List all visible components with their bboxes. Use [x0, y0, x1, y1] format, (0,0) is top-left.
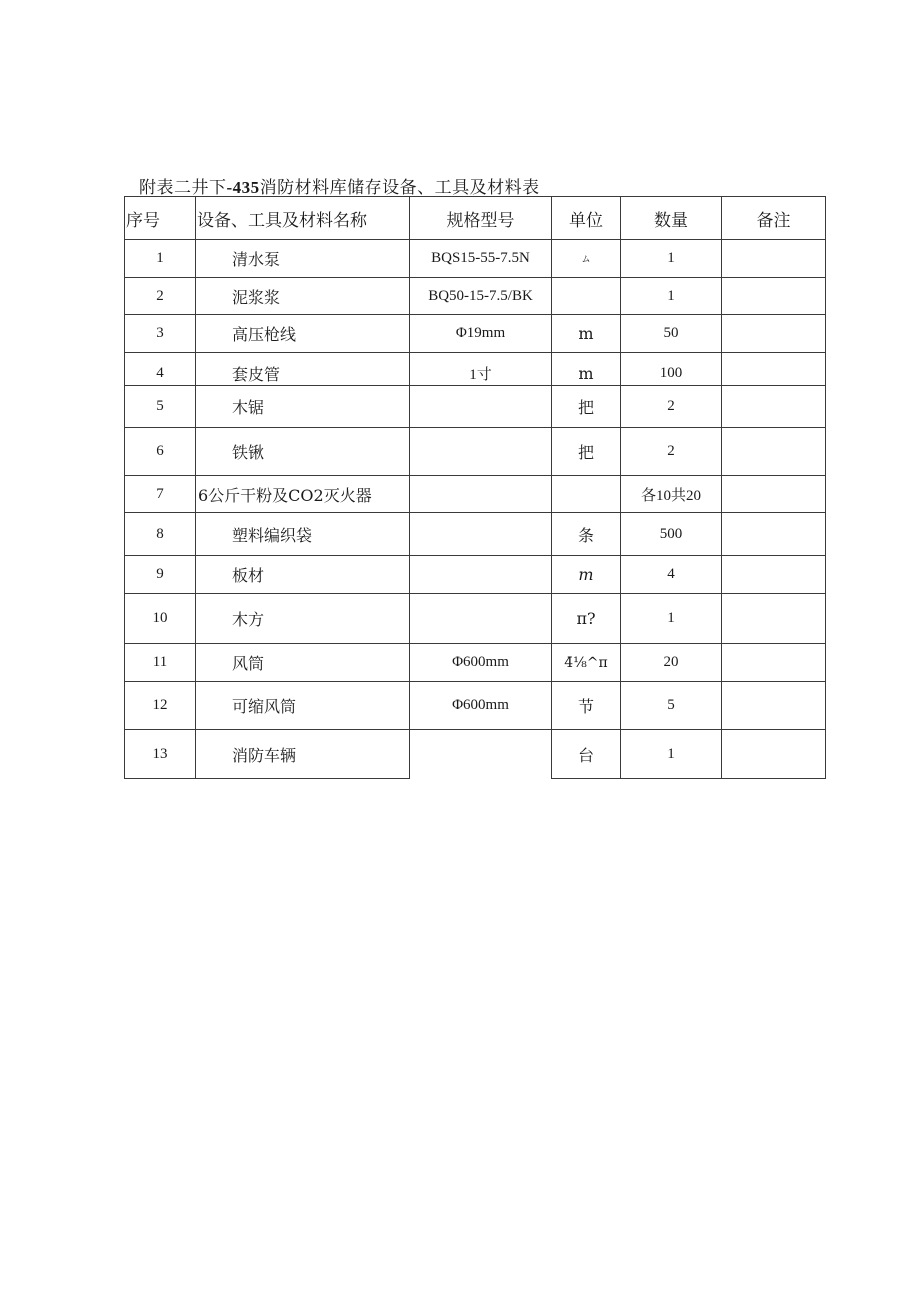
- cell-name: 消防车辆: [196, 730, 410, 779]
- title-number: -435: [226, 178, 260, 197]
- title-suffix: 消防材料库储存设备、工具及材料表: [259, 178, 540, 198]
- table-row: [125, 278, 826, 315]
- cell-name: 高压枪线: [196, 315, 410, 353]
- table-row: [125, 644, 826, 682]
- cell-name: 板材: [196, 556, 410, 594]
- cell-note: [722, 278, 826, 315]
- cell-spec: [410, 476, 552, 513]
- cell-spec: [410, 513, 552, 556]
- cell-seq: 6: [125, 428, 196, 476]
- cell-note: [722, 315, 826, 353]
- cell-unit: π?: [552, 594, 621, 644]
- table-row: [125, 353, 826, 386]
- table-row: [125, 513, 826, 556]
- table-row: [125, 315, 826, 353]
- cell-spec: Φ600mm: [410, 644, 552, 682]
- document-title: [139, 173, 540, 198]
- cell-qty: 20: [621, 644, 722, 682]
- cell-note: [722, 386, 826, 428]
- cell-name: 泥浆浆: [196, 278, 410, 315]
- cell-unit: 4̄⅛^π: [552, 644, 621, 682]
- cell-name: 铁锹: [196, 428, 410, 476]
- cell-qty: 5: [621, 682, 722, 730]
- header-note: 备注: [722, 197, 826, 240]
- cell-note: [722, 476, 826, 513]
- cell-qty: 1: [621, 594, 722, 644]
- cell-unit: 把: [552, 428, 621, 476]
- inventory-table: [124, 196, 826, 779]
- cell-name: 塑料编织袋: [196, 513, 410, 556]
- cell-unit: m: [552, 556, 621, 594]
- cell-seq: 4: [125, 353, 196, 386]
- cell-note: [722, 513, 826, 556]
- cell-name: 可缩风筒: [196, 682, 410, 730]
- table-row: [125, 476, 826, 513]
- cell-note: [722, 353, 826, 386]
- cell-spec: [410, 556, 552, 594]
- cell-unit: 把: [552, 386, 621, 428]
- cell-qty: 2: [621, 386, 722, 428]
- cell-qty: 4: [621, 556, 722, 594]
- cell-seq: 7: [125, 476, 196, 513]
- cell-seq: 3: [125, 315, 196, 353]
- cell-spec: BQS15-55-7.5N: [410, 240, 552, 278]
- cell-seq: 8: [125, 513, 196, 556]
- table-row: [125, 556, 826, 594]
- cell-seq: 9: [125, 556, 196, 594]
- table-row: [125, 730, 826, 779]
- cell-note: [722, 730, 826, 779]
- table-header-row: [125, 197, 826, 240]
- cell-name: 套皮管: [196, 353, 410, 386]
- cell-spec: [410, 386, 552, 428]
- cell-spec: [410, 428, 552, 476]
- cell-spec: [410, 730, 552, 779]
- header-seq: 序号: [125, 197, 196, 240]
- header-qty: 数量: [621, 197, 722, 240]
- table-row: [125, 682, 826, 730]
- cell-note: [722, 240, 826, 278]
- title-prefix: 附表二井下: [139, 178, 227, 198]
- table-row: [125, 386, 826, 428]
- cell-note: [722, 556, 826, 594]
- cell-qty: 2: [621, 428, 722, 476]
- table-row: [125, 240, 826, 278]
- cell-name: 木锯: [196, 386, 410, 428]
- header-unit: 单位: [552, 197, 621, 240]
- cell-unit: [552, 476, 621, 513]
- cell-unit: 条: [552, 513, 621, 556]
- header-name: 设备、工具及材料名称: [196, 197, 410, 240]
- cell-seq: 11: [125, 644, 196, 682]
- cell-qty: 1: [621, 278, 722, 315]
- cell-unit: m: [552, 315, 621, 353]
- cell-qty: 各10共20: [621, 476, 722, 513]
- cell-spec: BQ50-15-7.5/BK: [410, 278, 552, 315]
- table-row: [125, 428, 826, 476]
- cell-unit: [552, 278, 621, 315]
- cell-seq: 2: [125, 278, 196, 315]
- cell-note: [722, 682, 826, 730]
- cell-spec: Φ600mm: [410, 682, 552, 730]
- cell-note: [722, 644, 826, 682]
- cell-unit: m: [552, 353, 621, 386]
- cell-unit: 节: [552, 682, 621, 730]
- cell-unit: 台: [552, 730, 621, 779]
- cell-qty: 1: [621, 240, 722, 278]
- header-spec: 规格型号: [410, 197, 552, 240]
- cell-seq: 1: [125, 240, 196, 278]
- cell-seq: 12: [125, 682, 196, 730]
- cell-qty: 1: [621, 730, 722, 779]
- cell-seq: 13: [125, 730, 196, 779]
- cell-name: 6公斤干粉及CO2灭火器: [196, 476, 410, 513]
- cell-spec: Φ19mm: [410, 315, 552, 353]
- cell-qty: 50: [621, 315, 722, 353]
- cell-seq: 10: [125, 594, 196, 644]
- cell-seq: 5: [125, 386, 196, 428]
- cell-name: 风筒: [196, 644, 410, 682]
- cell-note: [722, 594, 826, 644]
- cell-qty: 100: [621, 353, 722, 386]
- table-row: [125, 594, 826, 644]
- cell-note: [722, 428, 826, 476]
- cell-name: 清水泵: [196, 240, 410, 278]
- cell-name: 木方: [196, 594, 410, 644]
- cell-spec: 1寸: [410, 353, 552, 386]
- cell-qty: 500: [621, 513, 722, 556]
- cell-spec: [410, 594, 552, 644]
- cell-unit: ム: [552, 240, 621, 278]
